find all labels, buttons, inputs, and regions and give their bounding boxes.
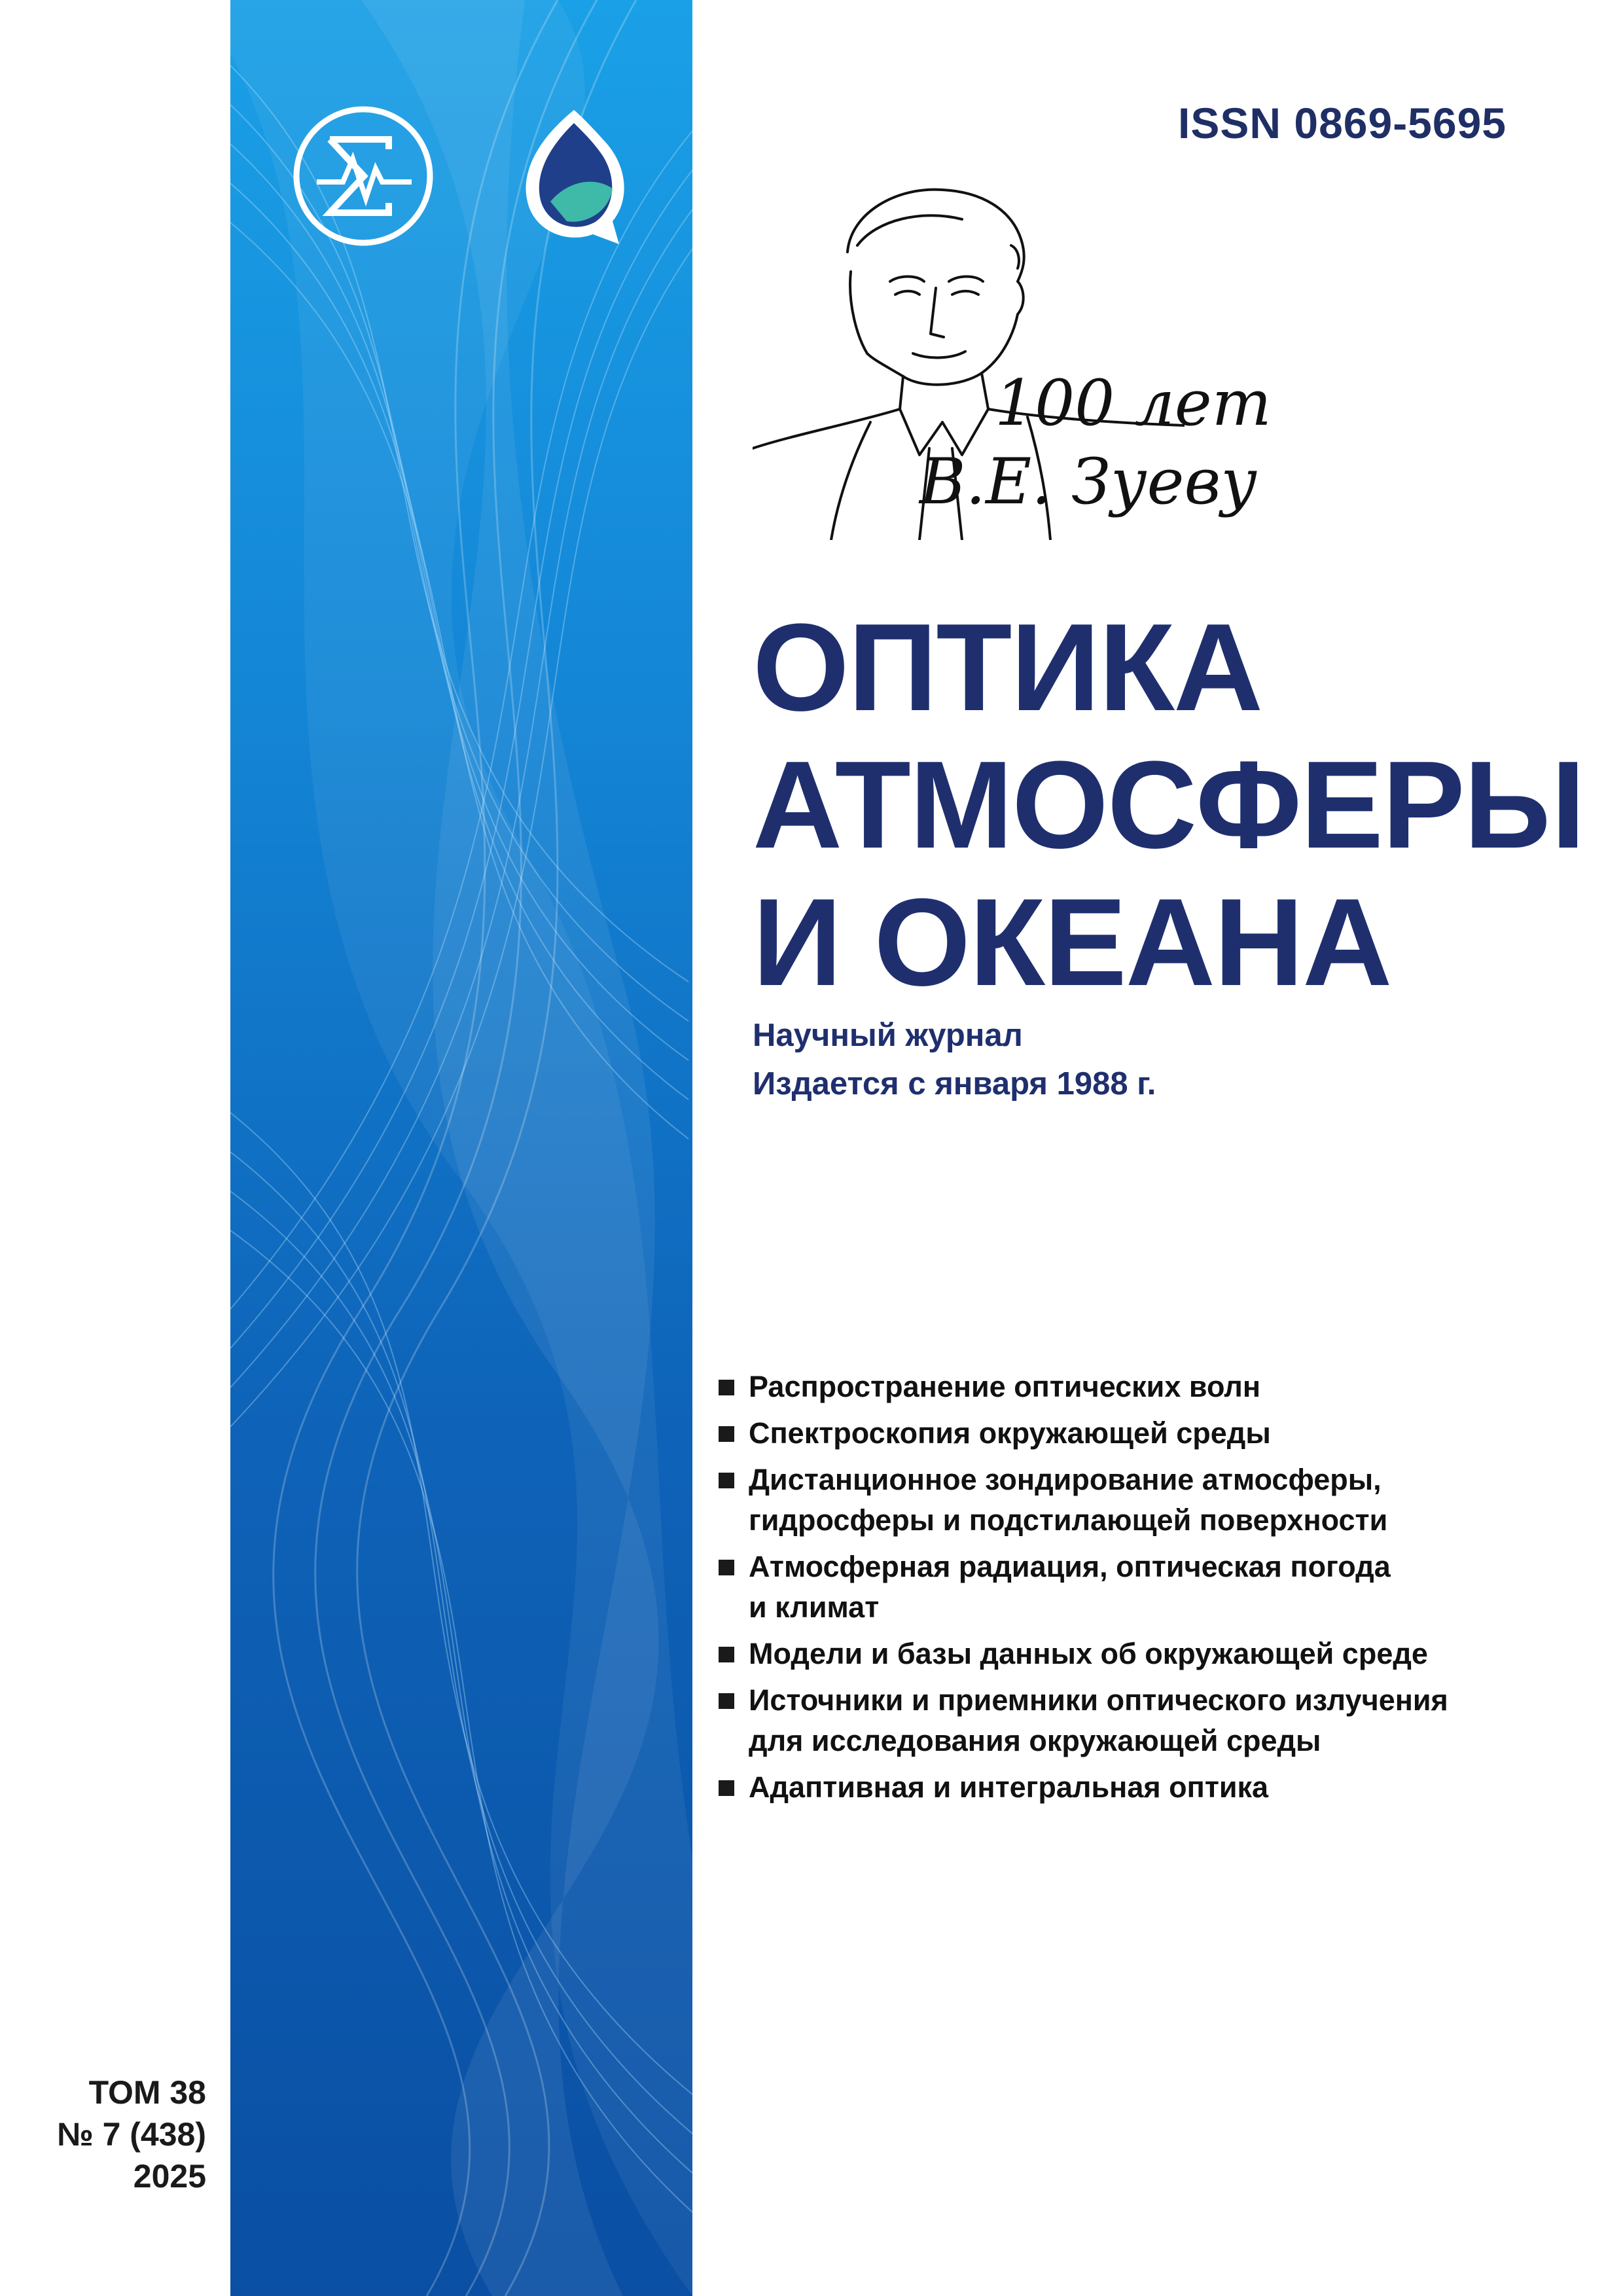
topic-item [715, 1367, 1605, 1407]
topic-line-1: Распространение оптических волн [749, 1370, 1261, 1403]
topic-line-2: для исследования окружающей среды [749, 1724, 1321, 1757]
title-line-2: АТМОСФЕРЫ [753, 736, 1584, 874]
topic-line-1: Адаптивная и интегральная оптика [749, 1770, 1269, 1804]
subtitle-line-1: Научный журнал [753, 1018, 1023, 1053]
topic-item [715, 1460, 1605, 1541]
journal-title [753, 598, 1584, 1012]
topic-item [715, 1634, 1605, 1674]
square-bullet-icon [719, 1560, 734, 1575]
square-bullet-icon [719, 1473, 734, 1488]
wave-pattern-icon [230, 0, 692, 2296]
anniversary-name: В.Е. Зуеву [919, 445, 1258, 518]
topic-item [715, 1413, 1605, 1454]
volume-info [39, 2072, 206, 2197]
topic-item [715, 1547, 1605, 1628]
square-bullet-icon [719, 1647, 734, 1662]
square-bullet-icon [719, 1780, 734, 1796]
volume-number: № 7 (438) [56, 2116, 206, 2153]
topic-line-1: Спектроскопия окружающей среды [749, 1416, 1271, 1450]
subtitle-line-2: Издается с января 1988 г. [753, 1066, 1156, 1102]
topic-line-1: Дистанционное зондирование атмосферы, [749, 1463, 1382, 1496]
anniversary-years: 100 лет [995, 367, 1272, 440]
topics-list [715, 1367, 1605, 1814]
issn-label: ISSN 0869-5695 [1178, 99, 1507, 147]
title-line-1: ОПТИКА [753, 598, 1262, 737]
title-line-3: И ОКЕАНА [753, 873, 1391, 1012]
square-bullet-icon [719, 1380, 734, 1395]
q-drop-logo-icon [514, 103, 633, 249]
square-bullet-icon [719, 1693, 734, 1709]
square-bullet-icon [719, 1426, 734, 1442]
volume-year: 2025 [133, 2158, 206, 2195]
anniversary-inscription [906, 367, 1272, 530]
decorative-blue-band [230, 0, 692, 2296]
volume-tom: ТОМ 38 [88, 2074, 206, 2111]
topic-line-1: Атмосферная радиация, оптическая погода [749, 1550, 1391, 1583]
sigma-wave-logo-icon [291, 103, 436, 249]
topic-line-1: Модели и базы данных об окружающей среде [749, 1637, 1428, 1670]
topic-line-2: и климат [749, 1590, 880, 1624]
topic-item [715, 1680, 1605, 1761]
topic-line-2: гидросферы и подстилающей поверхности [749, 1503, 1388, 1537]
topic-line-1: Источники и приемники оптического излучения [749, 1683, 1448, 1717]
journal-subtitle [753, 1011, 1472, 1108]
topic-item [715, 1767, 1605, 1808]
